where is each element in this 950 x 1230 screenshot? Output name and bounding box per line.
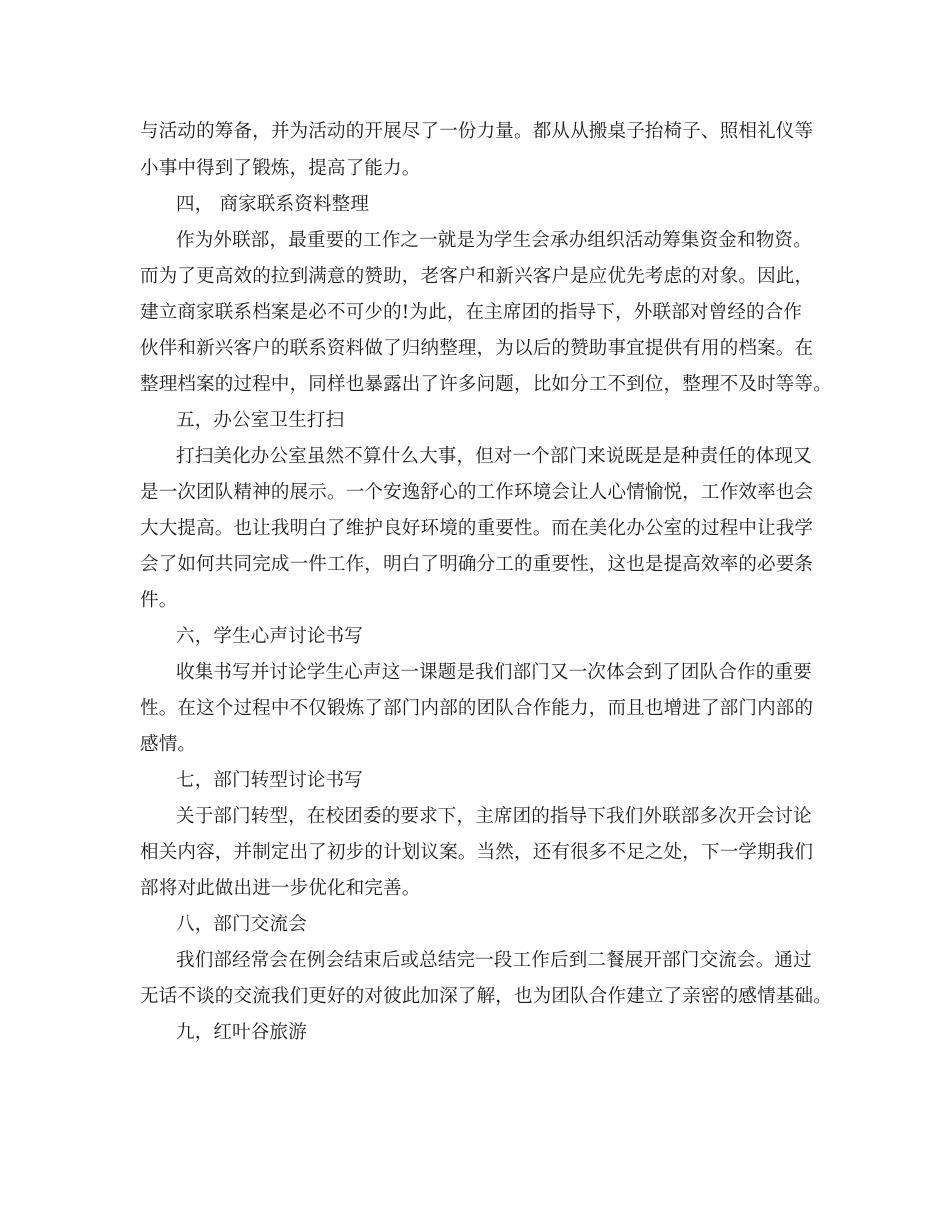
- paragraph-line: 部将对此做出进一步优化和完善。: [140, 878, 421, 899]
- paragraph-line: 整理档案的过程中，同样也暴露出了许多问题，比如分工不到位，整理不及时等等。: [140, 374, 832, 395]
- paragraph-line: 无话不谈的交流我们更好的对彼此加深了解，也为团队合作建立了亲密的感情基础。: [140, 986, 832, 1007]
- paragraph-line: 小事中得到了锻炼，提高了能力。: [140, 158, 421, 179]
- section-heading: 六，学生心声讨论书写: [176, 626, 364, 647]
- paragraph-line: 是一次团队精神的展示。一个安逸舒心的工作环境会让人心情愉悦，工作效率也会: [140, 482, 814, 503]
- paragraph-line: 收集书写并讨论学生心声这一课题是我们部门又一次体会到了团队合作的重要: [176, 662, 812, 683]
- section-heading: 五，办公室卫生打扫: [176, 410, 345, 431]
- paragraph-line: 建立商家联系档案是必不可少的!为此，在主席团的指导下，外联部对曾经的合作: [140, 302, 803, 323]
- paragraph-line: 打扫美化办公室虽然不算什么大事，但对一个部门来说既是是种责任的体现又: [176, 446, 812, 467]
- paragraph-line: 会了如何共同完成一件工作，明白了明确分工的重要性，这也是提高效率的必要条: [140, 554, 814, 575]
- paragraph-line: 大大提高。也让我明白了维护良好环境的重要性。而在美化办公室的过程中让我学: [140, 518, 814, 539]
- section-heading: 四， 商家联系资料整理: [176, 194, 370, 215]
- section-heading: 九，红叶谷旅游: [176, 1022, 307, 1043]
- paragraph-line: 感情。: [140, 734, 197, 755]
- paragraph-line: 我们部经常会在例会结束后或总结完一段工作后到二餐展开部门交流会。通过: [176, 950, 812, 971]
- paragraph-line: 关于部门转型，在校团委的要求下，主席团的指导下我们外联部多次开会讨论: [176, 806, 812, 827]
- paragraph-line: 而为了更高效的拉到满意的赞助，老客户和新兴客户是应优先考虑的对象。因此，: [140, 266, 814, 287]
- paragraph-line: 件。: [140, 590, 178, 611]
- paragraph-line: 伙伴和新兴客户的联系资料做了归纳整理，为以后的赞助事宜提供有用的档案。在: [140, 338, 814, 359]
- section-heading: 八，部门交流会: [176, 914, 307, 935]
- paragraph-line: 作为外联部，最重要的工作之一就是为学生会承办组织活动筹集资金和物资。: [176, 230, 812, 251]
- paragraph-line: 相关内容，并制定出了初步的计划议案。当然，还有很多不足之处，下一学期我们: [140, 842, 814, 863]
- section-heading: 七，部门转型讨论书写: [176, 770, 364, 791]
- paragraph-line: 性。在这个过程中不仅锻炼了部门内部的团队合作能力，而且也增进了部门内部的: [140, 698, 814, 719]
- paragraph-line: 与活动的筹备，并为活动的开展尽了一份力量。都从从搬桌子抬椅子、照相礼仪等: [140, 121, 814, 142]
